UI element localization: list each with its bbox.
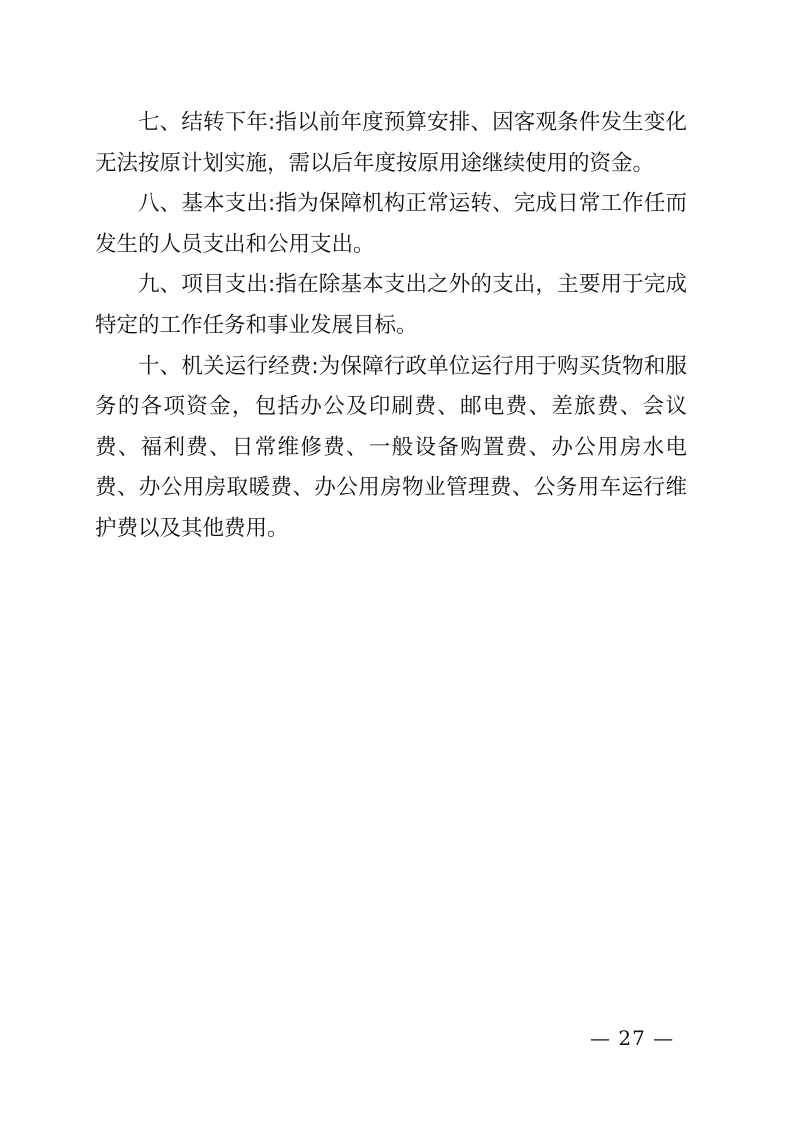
- paragraph-project-expenditure: 九、项目支出:指在除基本支出之外的支出，主要用于完成特定的工作任务和事业发展目标。: [95, 272, 687, 338]
- paragraph-carryover-next-year: 七、结转下年:指以前年度预算安排、因客观条件发生变化无法按原计划实施，需以后年度按原用途继续使用的资金。: [95, 110, 687, 176]
- body-text: [95, 103, 687, 550]
- paragraph-agency-operating-expenses: 十、机关运行经费:为保障行政单位运行用于购买货物和服务的各项资金，包括办公及印刷费、邮电费、差旅费、会议费、福利费、日常维修费、一般设备购置费、办公用房水电费、办公用房取暖费、办公用房物业管理费、公务用车运行维护费以及其他费用。: [95, 353, 687, 541]
- page-number: — 27 —: [590, 1026, 675, 1050]
- paragraph-basic-expenditure: 八、基本支出:指为保障机构正常运转、完成日常工作任而发生的人员支出和公用支出。: [95, 191, 687, 257]
